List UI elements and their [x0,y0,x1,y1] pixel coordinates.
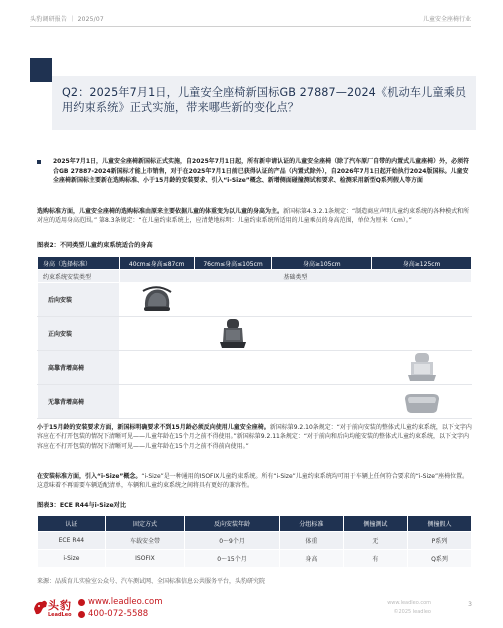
page-number: 3 [468,601,472,608]
table-row [38,532,472,550]
phone-icon [78,611,85,618]
row-label: 正向安装 [38,317,120,351]
bullet-square [37,160,41,164]
header-industry: 儿童安全座椅行业 [422,16,471,23]
table-cell [272,351,372,385]
table-cell: P系列 [407,532,471,550]
paragraph-isize [37,472,472,491]
table-cell [194,385,272,419]
table-cell [194,351,272,385]
paragraph-bold: 在安装标准方面，引入“i-Size”概念。 [37,473,142,480]
table-cell: 车载安全带 [105,532,184,550]
footer-website-watermark: www.leadleo.com [387,600,431,606]
row-label: 高靠背增高椅 [38,351,120,385]
paragraph-selection-standard [37,207,472,226]
forward-facing-seat-image [216,318,250,350]
table-cell [272,283,372,317]
paragraph-bold: 选购标准方面，儿童安全座椅的选购标准由原来主要依据儿童的体重变为以儿童的身高为主。 [37,208,284,215]
question-title: Q2：2025年7月1日，儿童安全座椅新国标GB 27887—2024《机动车儿童乘员用约束系统》正式实施，带来哪些新的变化点？ [62,86,467,114]
table-header-row [38,516,472,532]
table-header-cell: 身高≥125cm [372,257,472,270]
table-header-row [38,257,472,270]
table-cell: i-Size [38,550,106,568]
globe-icon [78,599,85,606]
table-row [38,351,472,385]
table-cell: ECE R44 [38,532,106,550]
table-cell: 有 [343,550,407,568]
table-cell: 约束系统安装类型 [38,270,120,283]
table-cell [272,385,372,419]
table-cell [372,351,472,385]
website-text: www.leadleo.com [88,597,163,607]
comparison-table [37,515,472,568]
height-table [37,256,472,419]
table-cell: 0～15个月 [185,550,280,568]
table-cell [272,317,372,351]
paragraph-bold: 小于15月龄的安装要求方面，新国标明确要求不到15月龄必须反向使用儿童安全座椅。 [37,424,270,431]
table-cell [372,317,472,351]
table-cell: 体重 [279,532,343,550]
table-row [38,385,472,419]
paragraph-text: 新国标第9.2.10条规定：“对于前向安装的整体式儿童约束系统，以下文字内容应在不打开包装的情况下清晰可见——儿童年龄在15个月之前不得使用。”新国标第9.2.11条规定：“对于前向和后向均能安装的整体式儿童约束系统，以下文字内容应在不打开包装的情况下清晰可见——儿童年龄在15个月之前不得前向使用。” [37,424,472,450]
paragraph-text: 新国标第4.3.2.1条规定：“制造商应声明儿童约束系统的各种模式和所对应的适用身高范围。” 第8.3条规定：“在儿童约束系统上，应清楚地标明：儿童约束系统所适用的儿童乘员的身高范围，单位为厘米（cm）。” [37,208,470,225]
table-header-cell: 固定方式 [105,516,184,532]
backless-booster-image [402,389,442,415]
table-cell [119,283,194,317]
table-header-cell: 侧撞假人 [407,516,471,532]
table-cell [194,283,272,317]
table-cell [119,351,194,385]
table-cell: ISOFIX [105,550,184,568]
table-row [38,317,472,351]
table-cell [194,317,272,351]
table-row [38,550,472,568]
table-cell [372,385,472,419]
infant-carrier-seat-image [140,285,174,315]
source-note: 来源：品质育儿实验室公众号、汽车测试网、全国标准信息公共服务平台，头豹研究院 [37,578,266,585]
table-cell [119,317,194,351]
table-header-cell: 认证 [38,516,106,532]
website-link[interactable] [78,597,162,607]
brand-name-en: LeadLeo [48,612,72,618]
table-subheader-row [38,270,472,283]
lead-paragraph: 2025年7月1日，儿童安全座椅新国标正式实施，自2025年7月1日起，所有新申请认证的儿童安全座椅（除了汽车原厂自带的内置式儿童座椅）外，必须符合GB 27887-2024新国标才能上市销售，对于在2025年7月1日前已获得认证的产品（内置式除外），自2026年7月1日起开始执行2024版国标。儿童安全座椅新国标主要新在选购标准、小于15月龄的安装要求、引入“i-Size”概念、新增侧面碰撞测试和要求、检测采用新型Q系列假人等方面 [53,158,470,185]
table-cell: 身高 [279,550,343,568]
table-header-cell: 反向安装年龄 [185,516,280,532]
table-header-cell: 分组标准 [279,516,343,532]
phone-link[interactable] [78,609,148,619]
figure-title: 图表3：ECE R44与i-Size对比 [37,502,127,509]
paragraph-rear-facing [37,423,472,451]
table-cell: 基础类型 [119,270,471,283]
paragraph-text: “i-Size”是一种通用的ISOFIX儿童约束系统。所有“i-Size”儿童约束系统均可用于车辆上任何符合要求的“i-Size”座椅位置。这意味着不再需要车辆适配清单，车辆和儿童约束系统之间将具有更好的兼容性。 [37,473,469,490]
table-cell [119,385,194,419]
table-header-cell: 身高≥105cm [272,257,372,270]
table-header-cell: 身高（选择标准） [38,257,120,270]
table-cell: 0～9个月 [185,532,280,550]
table-header-cell: 侧撞测试 [343,516,407,532]
footer-copyright: ©2025 leadleo [393,609,431,615]
table-cell: Q系列 [407,550,471,568]
table-header-cell: 76cm≤身高≤105cm [194,257,272,270]
question-accent-block [30,58,52,82]
table-row [38,283,472,317]
phone-text: 400-072-5588 [88,609,149,619]
high-back-booster-image [405,352,439,384]
table-header-cell: 40cm≤身高≤87cm [119,257,194,270]
table-cell [372,283,472,317]
header-report-info: 头豹调研报告 ｜ 2025/07 [30,16,104,23]
header-divider [30,26,471,27]
table-cell: 无 [343,532,407,550]
row-label: 后向安装 [38,283,120,317]
brand-name: 头豹 [48,599,72,612]
row-label: 无靠背增高椅 [38,385,120,419]
figure-title: 图表2：不同类型儿童约束系统适合的身高 [37,242,153,249]
